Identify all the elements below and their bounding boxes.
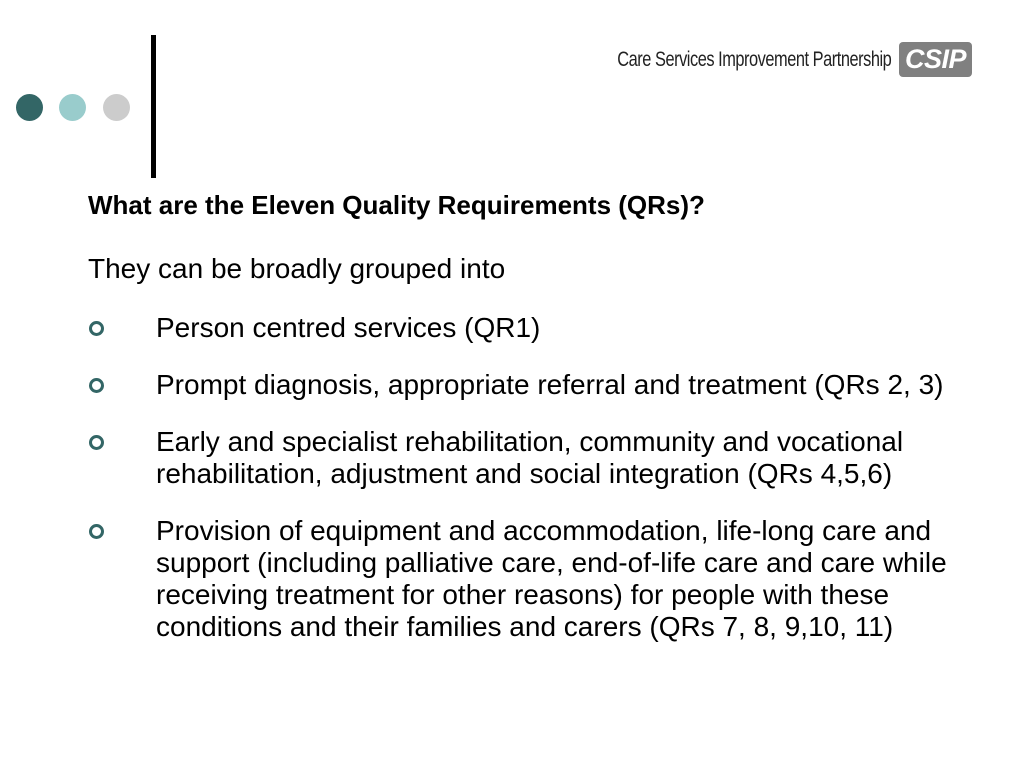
vertical-divider bbox=[151, 35, 156, 178]
ring-bullet-icon bbox=[89, 378, 104, 393]
bullet-text: Early and specialist rehabilitation, community and vocational rehabilitation, adjustment and social integration (QRs 4,5,6) bbox=[156, 426, 904, 489]
slide-intro: They can be broadly grouped into bbox=[88, 253, 506, 284]
bullet-text: Person centred services (QR1) bbox=[156, 312, 541, 343]
ring-bullet-icon bbox=[89, 524, 104, 539]
csip-logo: CSIP bbox=[899, 42, 972, 77]
list-item bbox=[88, 312, 988, 344]
bullet-text: Provision of equipment and accommodation, life-long care and support (including palliative care, end-of-life care and care while receiving treatment for other reasons) for people with these conditions and their families and carers (QRs 7, 8, 9,10, 11) bbox=[156, 515, 947, 642]
bullet-list bbox=[88, 312, 988, 668]
decorative-dot-grey bbox=[103, 94, 130, 121]
decorative-dot-light bbox=[59, 94, 86, 121]
ring-bullet-icon bbox=[89, 435, 104, 450]
header-branding bbox=[540, 42, 972, 77]
organization-name: Care Services Improvement Partnership bbox=[616, 47, 891, 71]
bullet-text: Prompt diagnosis, appropriate referral and treatment (QRs 2, 3) bbox=[156, 369, 944, 400]
list-item bbox=[88, 369, 988, 401]
list-item bbox=[88, 515, 988, 643]
ring-bullet-icon bbox=[89, 321, 104, 336]
list-item bbox=[88, 426, 988, 490]
slide-title: What are the Eleven Quality Requirements (QRs)? bbox=[88, 190, 705, 220]
decorative-dot-dark bbox=[16, 94, 43, 121]
